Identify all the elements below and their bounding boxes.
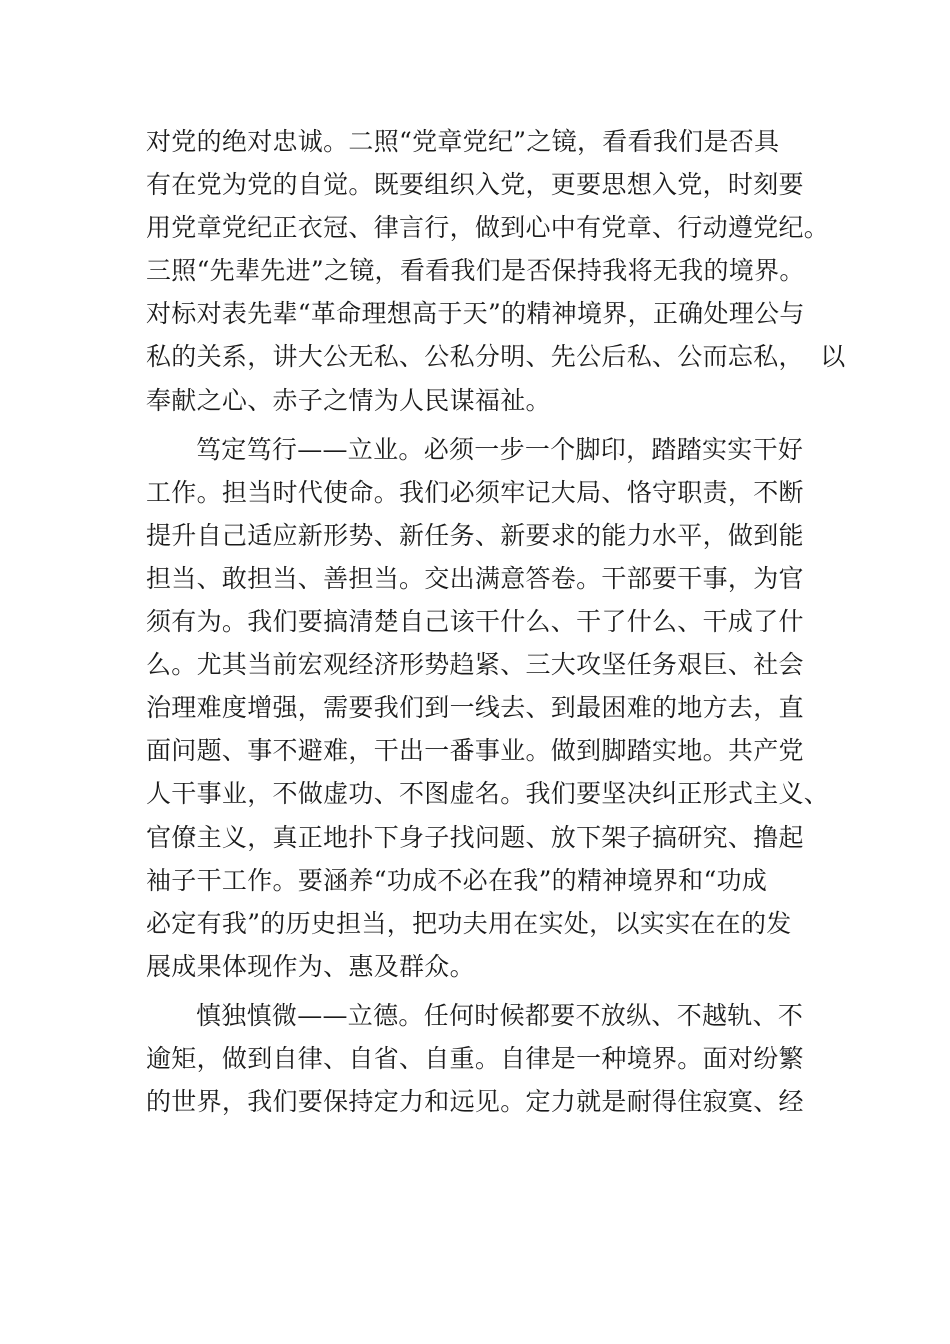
text-line: 有在党为党的自觉。既要组织入党，更要思想入党，时刻要 bbox=[146, 170, 804, 200]
paragraph-2 bbox=[146, 428, 830, 988]
text-line: 官僚主义，真正地扑下身子找问题、放下架子搞研究、撸起 bbox=[146, 822, 804, 852]
text-line: 的世界，我们要保持定力和远见。定力就是耐得住寂寞、经 bbox=[146, 1087, 804, 1117]
text-line: 展成果体现作为、惠及群众。 bbox=[146, 951, 475, 981]
text-line: 人干事业，不做虚功、不图虚名。我们要坚决纠正形式主义、 bbox=[146, 779, 830, 809]
text-line: 担当、敢担当、善担当。交出满意答卷。干部要干事，为官 bbox=[146, 563, 804, 593]
text-line: 必定有我”的历史担当，把功夫用在实处，以实实在在的发 bbox=[146, 908, 792, 938]
text-line: 慎独慎微——立德。任何时候都要不放纵、不越轨、不 bbox=[196, 1000, 804, 1030]
document-body bbox=[146, 120, 846, 1123]
text-line: 袖子干工作。要涵养“功成不必在我”的精神境界和“功成 bbox=[146, 865, 768, 895]
text-line: 工作。担当时代使命。我们必须牢记大局、恪守职责，不断 bbox=[146, 477, 804, 507]
text-line: 逾矩，做到自律、自省、自重。自律是一种境界。面对纷繁 bbox=[146, 1043, 804, 1073]
text-line: 须有为。我们要搞清楚自己该干什么、干了什么、干成了什 bbox=[146, 607, 804, 637]
text-line: 奉献之心、赤子之情为人民谋福祉。 bbox=[146, 385, 551, 415]
text-line: 提升自己适应新形势、新任务、新要求的能力水平，做到能 bbox=[146, 520, 804, 550]
text-line: 面问题、事不避难，干出一番事业。做到脚踏实地。共产党 bbox=[146, 736, 804, 766]
text-line: 笃定笃行——立业。必须一步一个脚印，踏踏实实干好 bbox=[196, 434, 804, 464]
paragraph-1 bbox=[146, 120, 846, 422]
text-line: 私的关系，讲大公无私、公私分明、先公后私、公而忘私， 以 bbox=[146, 342, 846, 372]
text-line: 对标对表先辈“革命理想高于天”的精神境界，正确处理公与 bbox=[146, 299, 805, 329]
text-line: 对党的绝对忠诚。二照“党章党纪”之镜，看看我们是否具 bbox=[146, 127, 780, 156]
text-line: 治理难度增强，需要我们到一线去、到最困难的地方去，直 bbox=[146, 693, 804, 723]
paragraph-3 bbox=[146, 994, 816, 1123]
text-line: 用党章党纪正衣冠、律言行，做到心中有党章、行动遵党纪。 bbox=[146, 213, 830, 243]
text-line: 么。尤其当前宏观经济形势趋紧、三大攻坚任务艰巨、社会 bbox=[146, 650, 804, 680]
text-line: 三照“先辈先进”之镜，看看我们是否保持我将无我的境界。 bbox=[146, 256, 805, 286]
